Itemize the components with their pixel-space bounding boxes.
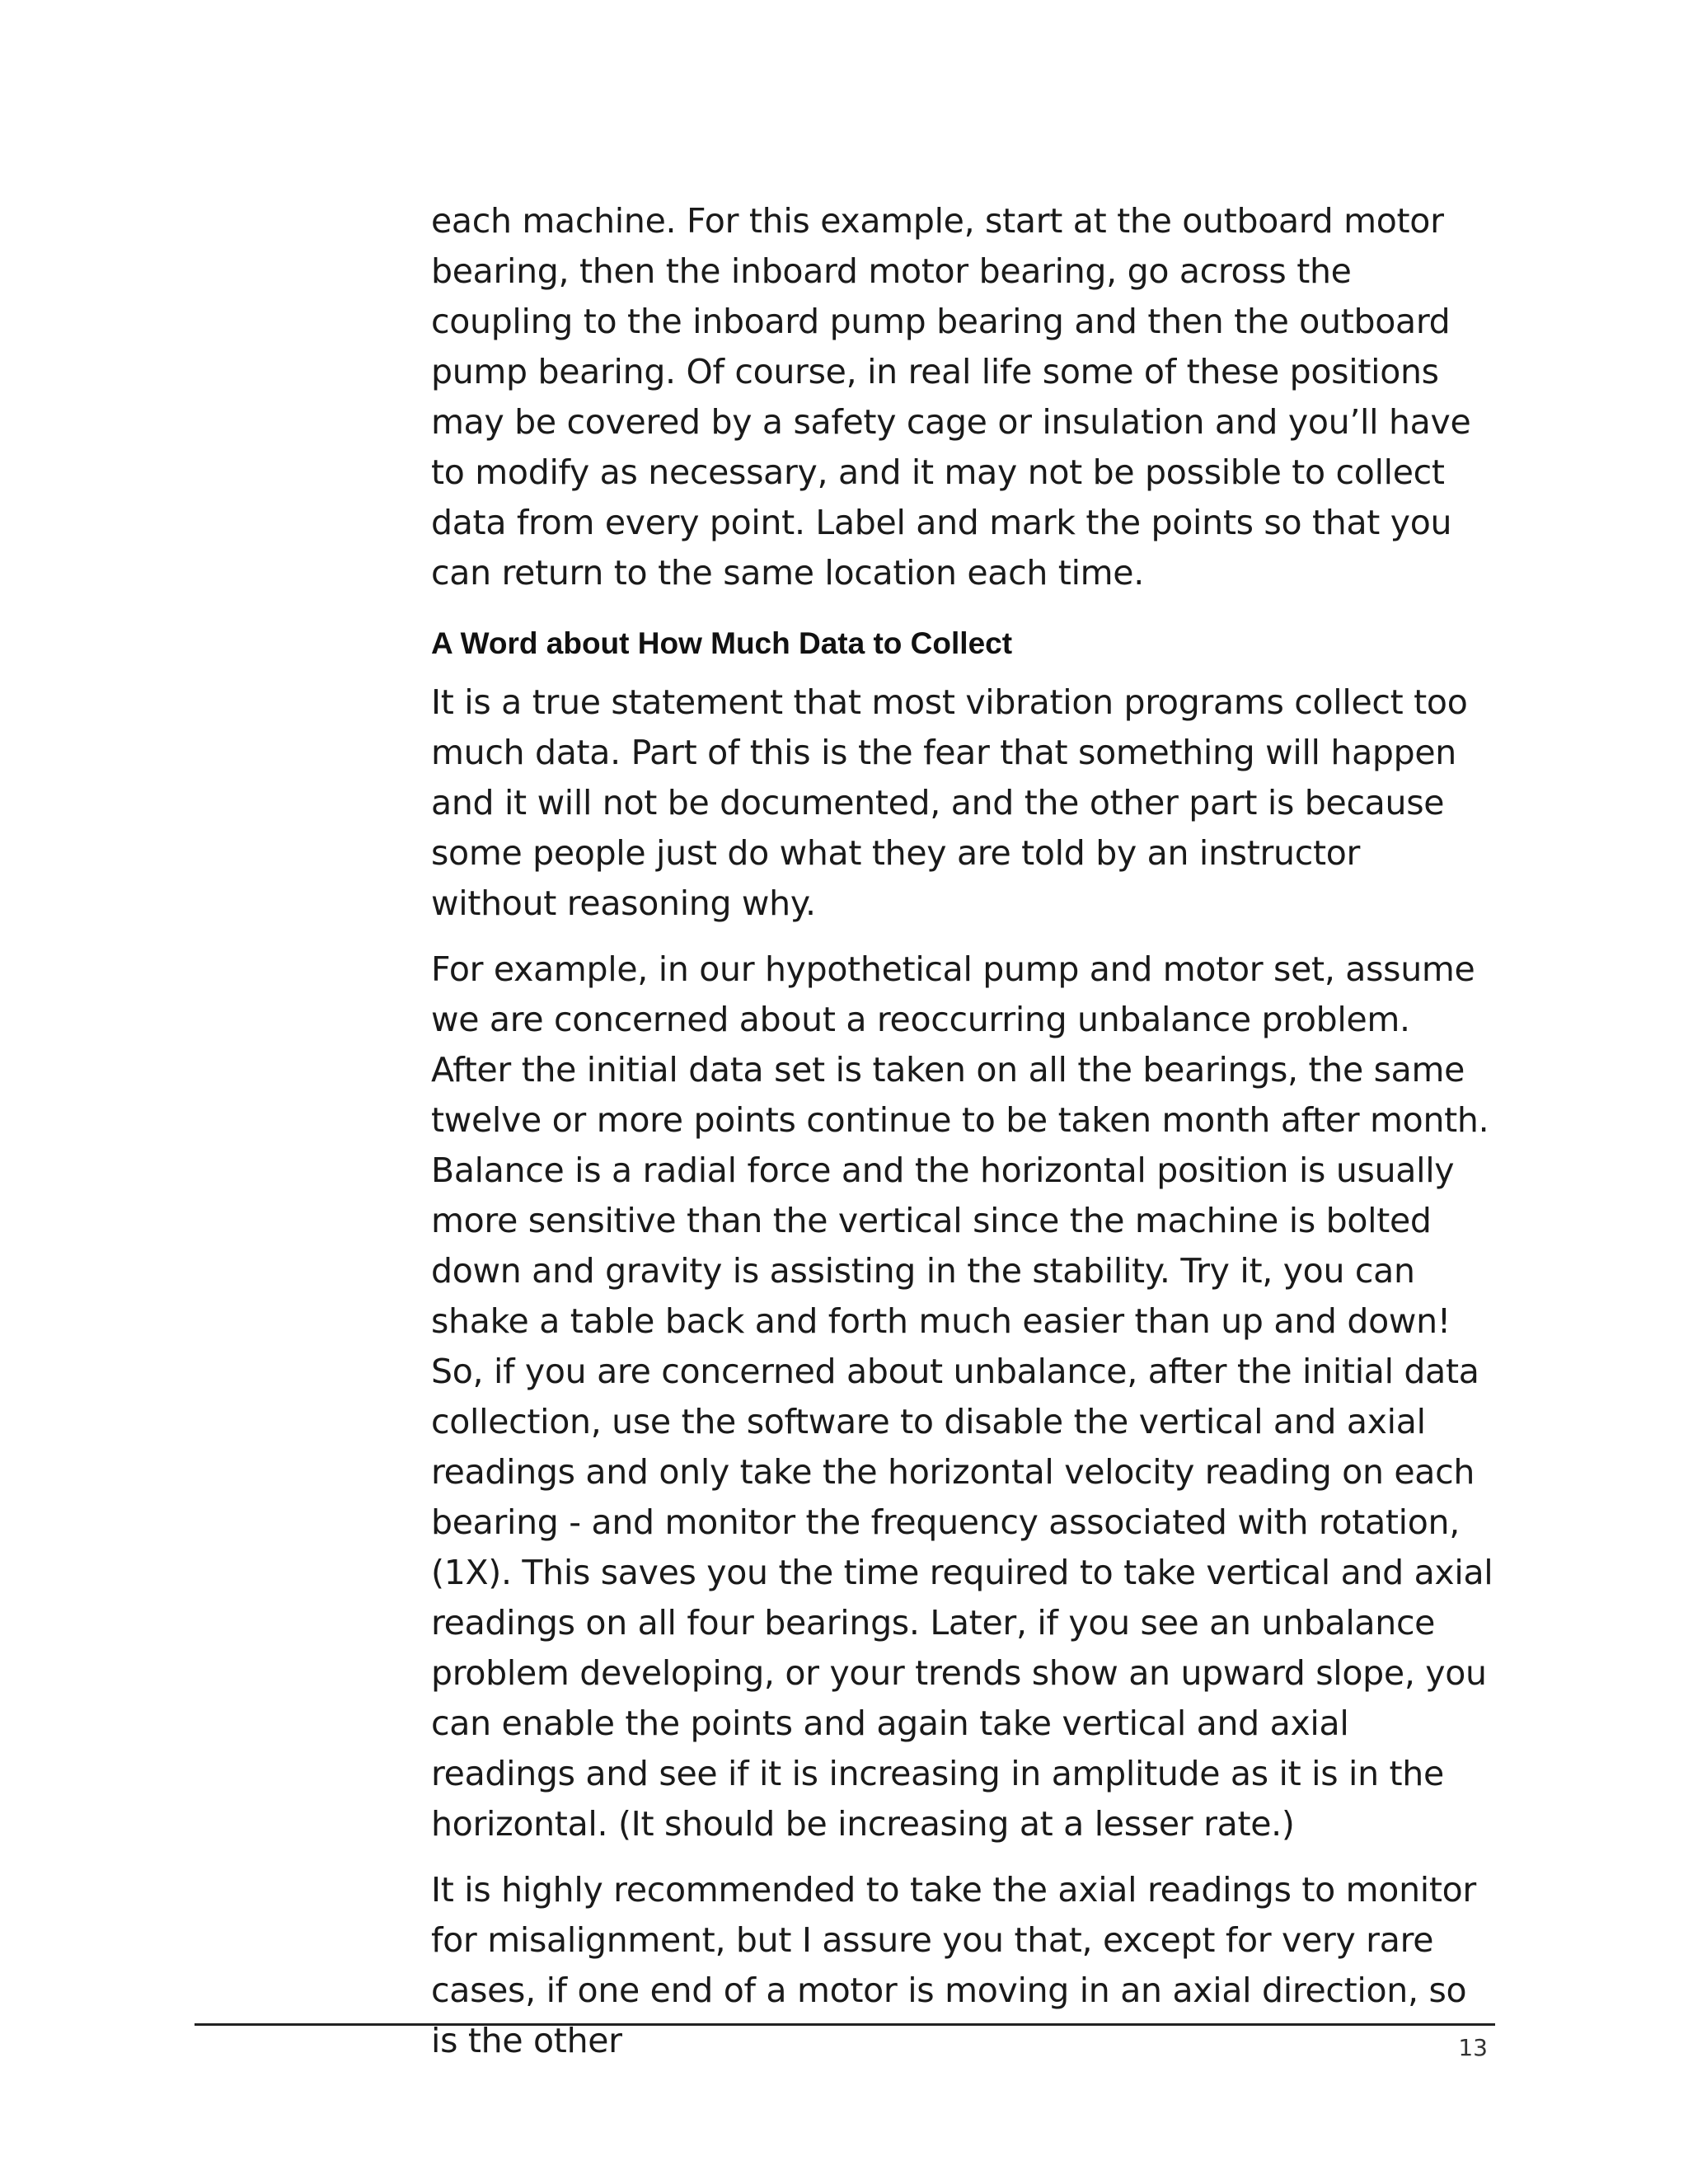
section-heading: A Word about How Much Data to Collect [431,626,1013,660]
text-column [431,196,1494,2066]
paragraph-intro-continued: each machine. For this example, start at the outboard motor bearing, then the inboard motor bearing, go across the coupling to the inboard pump bearing and then the outboard pump bearing. Of course, in real life some of these positions may be covered by a safety cage or insulation and you’ll have to modify as necessary, and it may not be possible to collect data from every point. Label and mark the points so that you can return to the same location each time. [431,201,1471,593]
paragraph-data-volume: It is a true statement that most vibration programs collect too much data. Part of this is the fear that something will happen and it will not be documented, and the other part is because some people just do what they are told by an instructor without reasoning why. [431,682,1468,923]
page-number: 13 [1458,2034,1488,2061]
paragraph-example: For example, in our hypothetical pump and motor set, assume we are concerned about a reoccurring unbalance problem. After the initial data set is taken on all the bearings, the same twelve or more points continue to be taken month after month. Balance is a radial force and the horizontal position is usually more sensitive than the vertical since the machine is bolted down and gravity is assisting in the stability. Try it, you can shake a table back and forth much easier than up and down! So, if you are concerned about unbalance, after the initial data collection, use the software to disable the vertical and axial readings and only take the horizontal velocity reading on each bearing - and monitor the frequency associated with rotation, (1X). This saves you the time required to take vertical and axial readings on all four bearings. Later, if you see an unbalance problem developing, or your trends show an upward slope, you can enable the points and again take vertical and axial readings and see if it is increasing in amplitude as it is in the horizontal. (It should be increasing at a lesser rate.) [431,949,1493,1844]
footer-rule [195,2023,1495,2026]
paragraph-axial-readings: It is highly recommended to take the axial readings to monitor for misalignment, but I assure you that, except for very rare cases, if one end of a motor is moving in an axial direction, so is the other [431,1870,1476,2060]
